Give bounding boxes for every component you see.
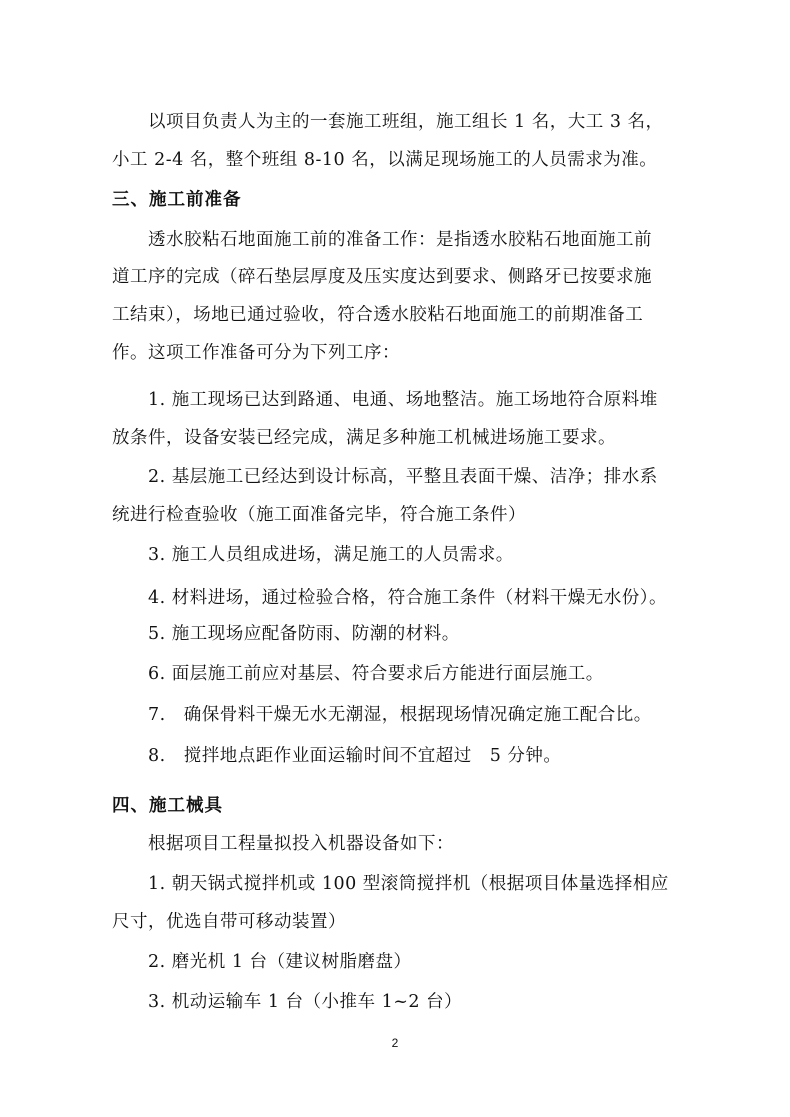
section-heading-equipment: 四、施工械具 [112, 796, 223, 816]
list-item-6: 6. 面层施工前应对基层、符合要求后方能进行面层施工。 [148, 664, 604, 684]
list-item-4: 4. 材料进场，通过检验合格，符合施工条件（材料干燥无水份）。 [148, 588, 668, 608]
paragraph-line: 道工序的完成（碎石垫层厚度及压实度达到要求、侧路牙已按要求施 [112, 267, 652, 287]
list-item-1: 1. 施工现场已达到路通、电通、场地整洁。施工场地符合原料堆 [148, 390, 658, 410]
section-heading-preparation: 三、施工前准备 [112, 190, 242, 210]
list-item-3: 3. 施工人员组成进场，满足施工的人员需求。 [148, 545, 514, 565]
paragraph-line: 根据项目工程量拟投入机器设备如下： [148, 834, 454, 854]
equipment-item-3: 3. 机动运输车 1 台（小推车 1~2 台） [148, 992, 463, 1012]
list-item-2-cont: 统进行检查验收（施工面准备完毕，符合施工条件） [112, 505, 526, 525]
page-number: 2 [391, 1036, 399, 1050]
paragraph-line: 作。这项工作准备可分为下列工序： [112, 343, 400, 363]
list-item-8: 8. 搅拌地点距作业面运输时间不宜超过 5 分钟。 [148, 746, 562, 766]
list-item-5: 5. 施工现场应配备防雨、防潮的材料。 [148, 624, 460, 644]
list-item-7: 7. 确保骨料干燥无水无潮湿，根据现场情况确定施工配合比。 [148, 705, 652, 725]
equipment-item-1: 1. 朝天锅式搅拌机或 100 型滚筒搅拌机（根据项目体量选择相应 [148, 874, 669, 894]
list-item-2: 2. 基层施工已经达到设计标高，平整且表面干燥、洁净；排水系 [148, 467, 658, 487]
paragraph-line: 小工 2-4 名，整个班组 8-10 名，以满足现场施工的人员需求为准。 [112, 150, 658, 170]
equipment-item-1-cont: 尺寸，优选自带可移动装置） [112, 912, 346, 932]
paragraph-line: 以项目负责人为主的一套施工班组，施工组长 1 名，大工 3 名， [148, 112, 664, 132]
paragraph-line: 工结束），场地已通过验收，符合透水胶粘石地面施工的前期准备工 [112, 305, 644, 325]
equipment-item-2: 2. 磨光机 1 台（建议树脂磨盘） [148, 952, 412, 972]
paragraph-line: 透水胶粘石地面施工前的准备工作：是指透水胶粘石地面施工前 [148, 230, 652, 250]
list-item-1-cont: 放条件，设备安装已经完成，满足多种施工机械进场施工要求。 [112, 428, 616, 448]
